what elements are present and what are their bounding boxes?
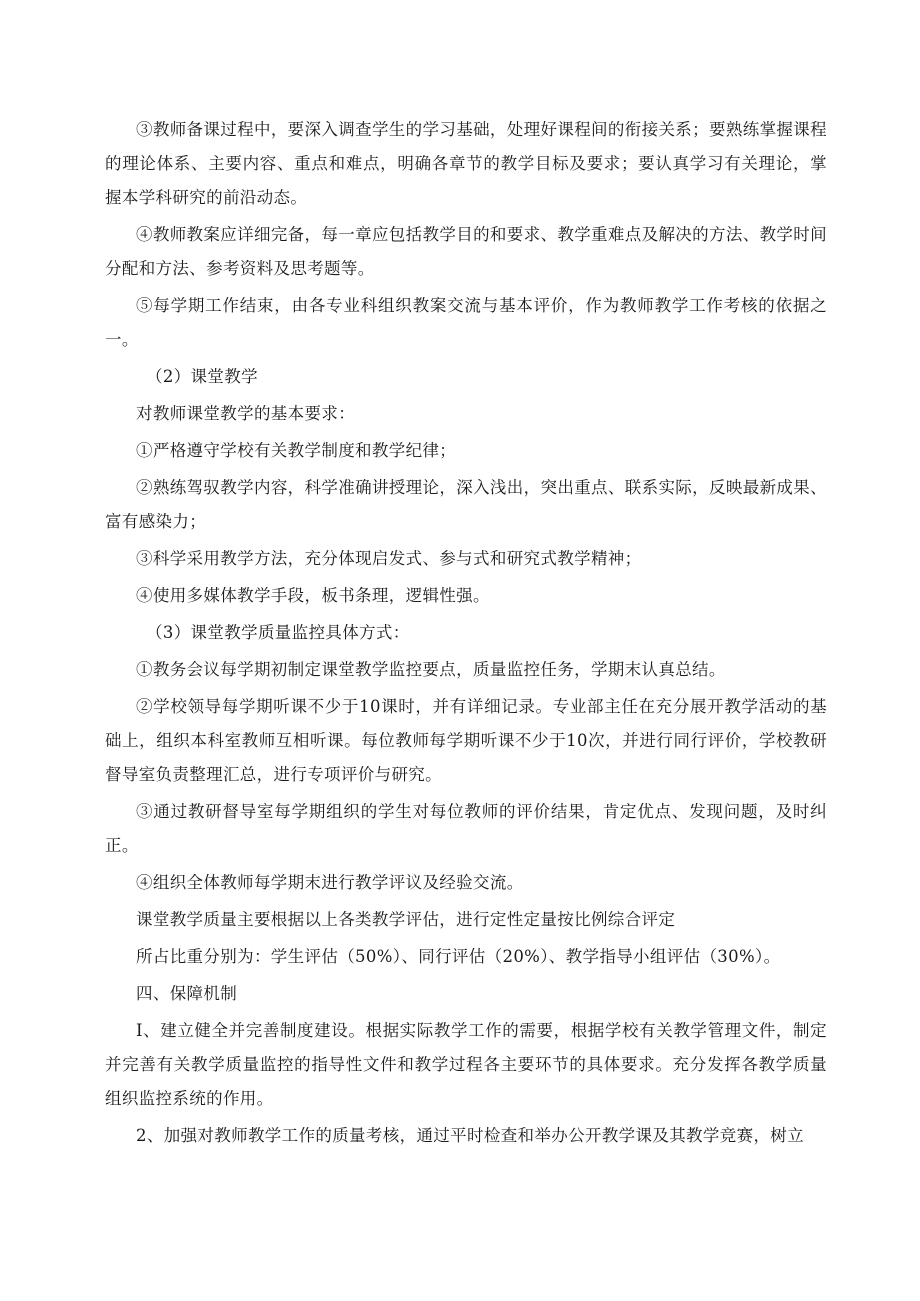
- list-item-guarantee-2: 2、加强对教师教学工作的质量考核，通过平时检查和举办公开教学课及其教学竞赛，树立: [136, 1126, 804, 1145]
- list-item-requirement-4: ④使用多媒体教学手段，板书条理，逻辑性强。: [136, 586, 490, 605]
- list-item-monitoring-2: ②学校领导每学期听课不少于10课时，并有详细记录。专业部主任在充分展开教学活动的基础上，组织本科室教师互相听课。每位教师每学期听课不少于10次，并进行同行评价，学校教研督导室负责整理汇总，进行专项评价与研究。: [105, 697, 827, 784]
- paragraph-evaluation-basis: 课堂教学质量主要根据以上各类教学评估，进行定性定量按比例综合评定: [136, 910, 676, 929]
- list-item-requirement-2: ②熟练驾驭教学内容，科学准确讲授理论，深入浅出，突出重点、联系实际，反映最新成果、富有感染力；: [105, 478, 827, 531]
- paragraph-basic-requirements: 对教师课堂教学的基本要求：: [136, 404, 356, 423]
- paragraph-lesson-plan: ④教师教案应详细完备，每一章应包括教学目的和要求、教学重难点及解决的方法、教学时间分配和方法、参考资料及思考题等。: [105, 225, 827, 278]
- list-item-monitoring-1: ①教务会议每学期初制定课堂教学监控要点，质量监控任务，学期末认真总结。: [136, 660, 726, 679]
- list-item-guarantee-1: I、建立健全并完善制度建设。根据实际教学工作的需要，根据学校有关教学管理文件，制定并完善有关教学质量监控的指导性文件和教学过程各主要环节的具体要求。充分发挥各教学质量组织监控系统的作用。: [105, 1021, 827, 1108]
- list-item-requirement-3: ③科学采用教学方法，充分体现启发式、参与式和研究式教学精神；: [136, 549, 642, 568]
- list-item-monitoring-3: ③通过教研督导室每学期组织的学生对每位教师的评价结果，肯定优点、发现问题，及时纠正。: [105, 802, 827, 855]
- list-item-monitoring-4: ④组织全体教师每学期末进行教学评议及经验交流。: [136, 873, 524, 892]
- list-item-requirement-1: ①严格遵守学校有关教学制度和教学纪律；: [136, 441, 457, 460]
- section-heading-quality-monitoring: （3）课堂教学质量监控具体方式：: [146, 623, 410, 642]
- document-body: [105, 113, 827, 1156]
- section-heading-guarantee-mechanism: 四、保障机制: [136, 984, 238, 1003]
- section-heading-classroom-teaching: （2）课堂教学: [146, 367, 258, 386]
- paragraph-lesson-prep: ③教师备课过程中，要深入调查学生的学习基础，处理好课程间的衔接关系；要熟练掌握课程的理论体系、主要内容、重点和难点，明确各章节的教学目标及要求；要认真学习有关理论，掌握本学科研究的前沿动态。: [105, 120, 827, 207]
- paragraph-semester-review: ⑤每学期工作结束，由各专业科组织教案交流与基本评价，作为教师教学工作考核的依据之一。: [105, 296, 827, 349]
- paragraph-evaluation-weights: 所占比重分别为：学生评估（50%）、同行评估（20%）、教学指导小组评估（30%）。: [136, 947, 781, 966]
